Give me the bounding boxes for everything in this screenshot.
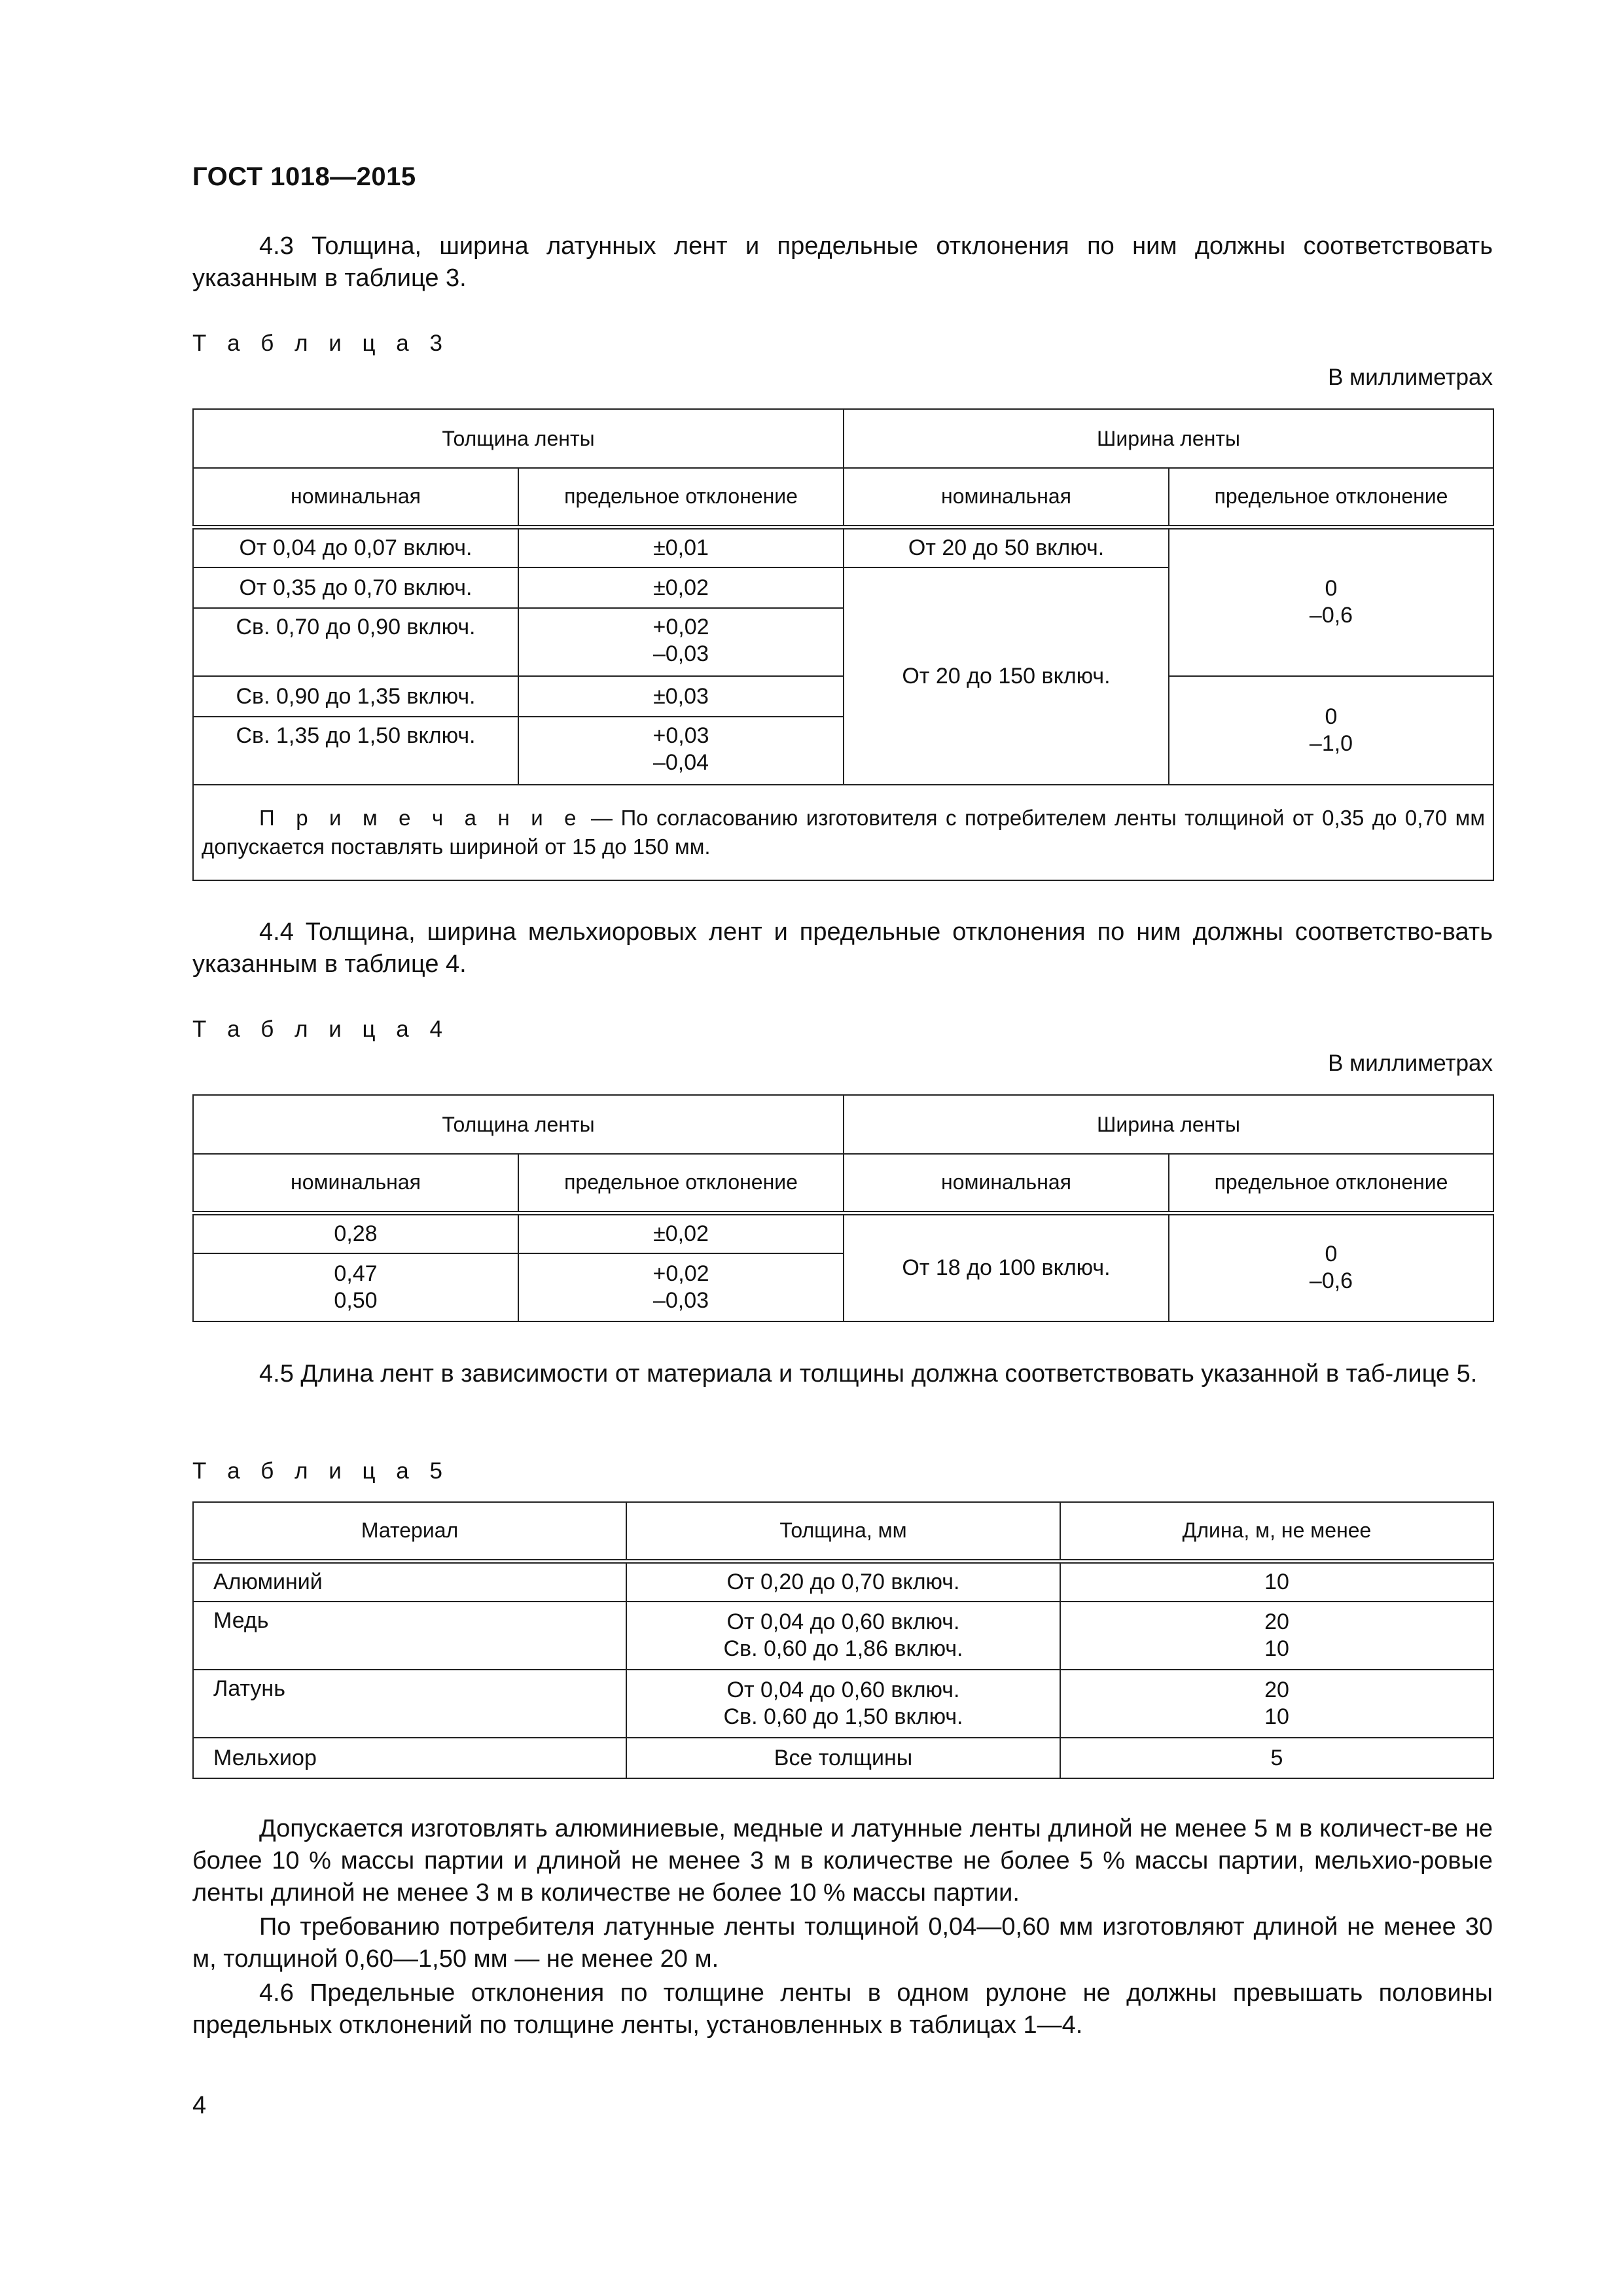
table-cell: [626, 1602, 1060, 1670]
table-cell-line: Св. 0,60 до 1,50 включ.: [723, 1704, 963, 1729]
table-5-col-length: Длина, м, не менее: [1060, 1502, 1493, 1561]
table-cell: [193, 1253, 518, 1321]
table-4-col-thickness-deviation: предельное отклонение: [518, 1154, 844, 1213]
table-3-col-thickness-deviation: предельное отклонение: [518, 468, 844, 527]
table-3-caption: Т а б л и ц а 3: [192, 331, 450, 356]
table-4: [192, 1094, 1494, 1322]
table-cell: От 20 до 150 включ.: [844, 567, 1169, 785]
table-3-note: [193, 785, 1493, 880]
table-cell: [518, 717, 844, 785]
table-3-units: В миллиметрах: [1328, 365, 1493, 390]
table-cell-line: 0: [1325, 576, 1338, 601]
table-cell-line: 0: [1325, 1242, 1338, 1267]
table-5-caption: Т а б л и ц а 5: [192, 1458, 450, 1484]
table-row: [193, 1738, 1493, 1778]
table-3-header-thickness: Толщина ленты: [193, 409, 844, 468]
table-cell: [1169, 676, 1493, 785]
table-5: [192, 1501, 1494, 1779]
table-cell-line: –0,03: [652, 641, 709, 666]
table-cell: Св. 0,70 до 0,90 включ.: [193, 608, 518, 676]
table-cell: 10: [1060, 1561, 1493, 1602]
table-cell-line: +0,02: [652, 1261, 709, 1286]
paragraph-4-6: 4.6 Предельные отклонения по толщине ленты в одном рулоне не должны превышать половины предельных отклонений по толщине ленты, установленных в таблицах 1—4.: [192, 1979, 1493, 2039]
table-cell: [1060, 1602, 1493, 1670]
table-4-header-width: Ширина ленты: [844, 1095, 1493, 1154]
table-cell-line: 20: [1264, 1677, 1289, 1702]
table-cell-line: От 0,04 до 0,60 включ.: [726, 1609, 960, 1634]
table-cell-line: Св. 0,60 до 1,86 включ.: [723, 1636, 963, 1661]
table-row: [193, 1561, 1493, 1602]
table-cell-line: 0,50: [334, 1288, 378, 1313]
table-cell: ±0,03: [518, 676, 844, 717]
table-cell: Все толщины: [626, 1738, 1060, 1778]
table-cell-line: +0,03: [652, 723, 709, 748]
table-cell: [1060, 1670, 1493, 1738]
table-5-col-thickness: Толщина, мм: [626, 1502, 1060, 1561]
table-cell: Св. 1,35 до 1,50 включ.: [193, 717, 518, 785]
table-row: [193, 527, 1493, 567]
table-cell-line: –0,03: [652, 1288, 709, 1313]
table-3-col-thickness-nominal: номинальная: [193, 468, 518, 527]
table-3-col-width-deviation: предельное отклонение: [1169, 468, 1493, 527]
page-number: 4: [192, 2092, 207, 2119]
table-cell: Медь: [193, 1602, 626, 1670]
table-cell: ±0,02: [518, 1213, 844, 1253]
table-cell-line: –0,6: [1309, 1268, 1353, 1294]
table-cell-line: 10: [1264, 1636, 1289, 1661]
paragraph-brass-length: По требованию потребителя латунные ленты толщиной 0,04—0,60 мм изготовляют длиной не менее 30 м, толщиной 0,60—1,50 мм — не менее 20 м.: [192, 1913, 1493, 1973]
table-cell: Мельхиор: [193, 1738, 626, 1778]
table-cell-line: 0: [1325, 704, 1338, 729]
table-4-units: В миллиметрах: [1328, 1050, 1493, 1076]
paragraph-4-3: 4.3 Толщина, ширина латунных лент и предельные отклонения по ним должны соответствовать указанным в таблице 3.: [192, 232, 1493, 292]
table-cell: [626, 1670, 1060, 1738]
table-cell-line: –1,0: [1309, 731, 1353, 756]
table-4-header-thickness: Толщина ленты: [193, 1095, 844, 1154]
table-cell: 0,28: [193, 1213, 518, 1253]
table-4-col-width-nominal: номинальная: [844, 1154, 1169, 1213]
document-title: ГОСТ 1018—2015: [192, 162, 416, 191]
table-cell: От 0,04 до 0,07 включ.: [193, 527, 518, 567]
table-cell: [1169, 1213, 1493, 1321]
table-cell: От 20 до 50 включ.: [844, 527, 1169, 567]
table-row: [193, 676, 1493, 717]
table-cell-line: 0,47: [334, 1261, 378, 1286]
table-cell-line: –0,04: [652, 750, 709, 775]
table-3: [192, 408, 1494, 881]
table-4-caption: Т а б л и ц а 4: [192, 1016, 450, 1042]
table-row: [193, 1213, 1493, 1253]
table-cell: Св. 0,90 до 1,35 включ.: [193, 676, 518, 717]
table-5-col-material: Материал: [193, 1502, 626, 1561]
table-3-col-width-nominal: номинальная: [844, 468, 1169, 527]
table-cell-line: –0,6: [1309, 603, 1353, 628]
table-cell: От 0,20 до 0,70 включ.: [626, 1561, 1060, 1602]
note-text: — По согласованию изготовителя с потребителем ленты толщиной от 0,35 до 0,70 мм допускается поставлять шириной от 15 до 150 мм.: [202, 806, 1486, 859]
table-row: [193, 1670, 1493, 1738]
table-3-header-width: Ширина ленты: [844, 409, 1493, 468]
table-cell: 5: [1060, 1738, 1493, 1778]
table-cell: [518, 608, 844, 676]
note-label: П р и м е ч а н и е: [259, 806, 583, 830]
table-cell: ±0,01: [518, 527, 844, 567]
table-cell-line: От 0,04 до 0,60 включ.: [726, 1677, 960, 1702]
paragraph-4-4: 4.4 Толщина, ширина мельхиоровых лент и предельные отклонения по ним должны соответство-вать указанным в таблице 4.: [192, 918, 1493, 978]
paragraph-4-5: 4.5 Длина лент в зависимости от материала и толщины должна соответствовать указанной в таб-лице 5.: [259, 1360, 1478, 1388]
table-cell: ±0,02: [518, 567, 844, 608]
table-cell: [518, 1253, 844, 1321]
table-4-col-thickness-nominal: номинальная: [193, 1154, 518, 1213]
table-row: [193, 1602, 1493, 1670]
table-cell: Алюминий: [193, 1561, 626, 1602]
table-3-note-row: [193, 785, 1493, 880]
table-cell: От 18 до 100 включ.: [844, 1213, 1169, 1321]
table-4-col-width-deviation: предельное отклонение: [1169, 1154, 1493, 1213]
paragraph-allowance: Допускается изготовлять алюминиевые, медные и латунные ленты длиной не менее 5 м в количест-ве не более 10 % массы партии и длиной не менее 3 м в количестве не более 5 % массы партии, мельхио-ровые ленты длиной не менее 3 м в количестве не более 10 % массы партии.: [192, 1815, 1493, 1907]
table-cell: От 0,35 до 0,70 включ.: [193, 567, 518, 608]
table-cell-line: 10: [1264, 1704, 1289, 1729]
table-cell: [1169, 527, 1493, 676]
table-cell-line: 20: [1264, 1609, 1289, 1634]
table-cell: Латунь: [193, 1670, 626, 1738]
table-cell-line: +0,02: [652, 615, 709, 639]
